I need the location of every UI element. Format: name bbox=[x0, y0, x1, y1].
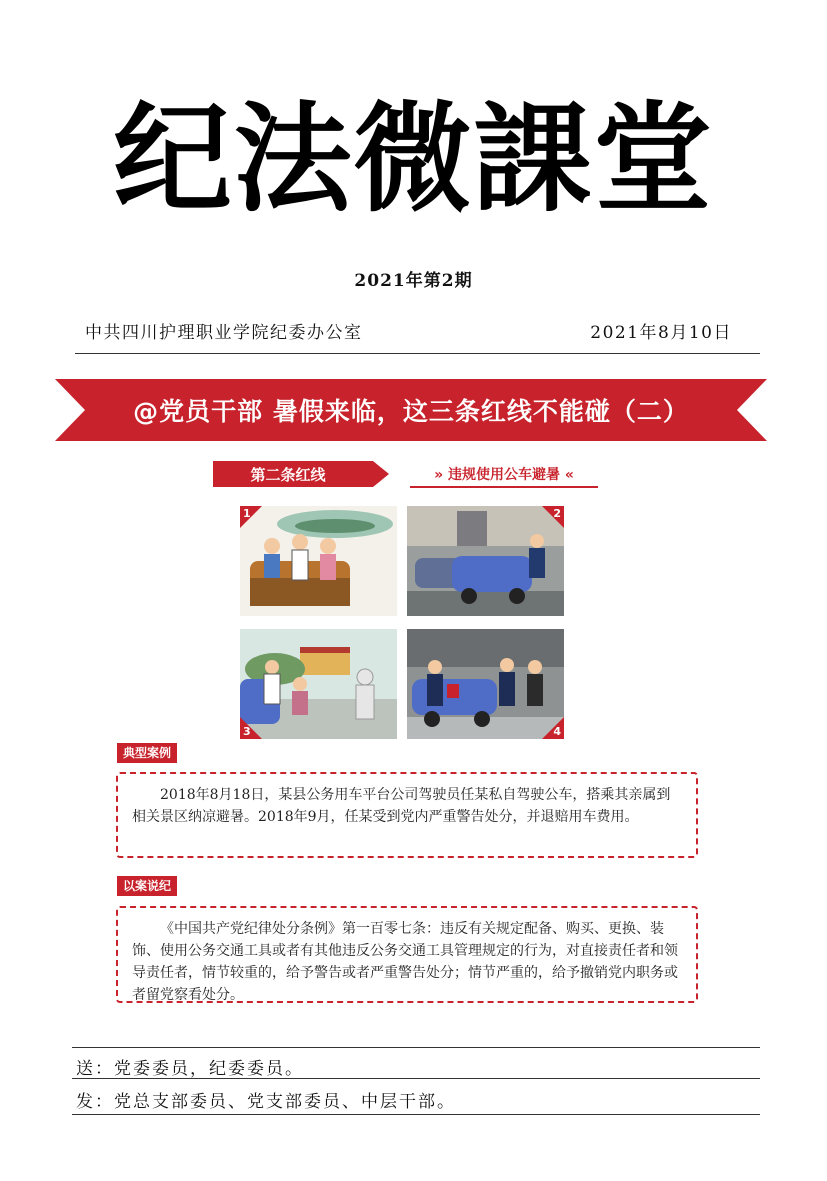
panel-number: 3 bbox=[243, 725, 251, 738]
scenic-spot-illustration bbox=[240, 629, 397, 739]
family-vacation-illustration bbox=[240, 506, 397, 616]
distribute-to-line: 发：党总支部委员、党支部委员、中层干部。 bbox=[76, 1092, 456, 1112]
panel-number: 4 bbox=[553, 725, 561, 738]
discipline-illustration bbox=[407, 629, 564, 739]
footer-divider-bottom bbox=[72, 1114, 760, 1115]
redline-tag bbox=[213, 461, 389, 487]
header-divider bbox=[75, 353, 760, 354]
comic-panel-4 bbox=[407, 629, 564, 739]
case-text: 2018年8月18日，某县公务用车平台公司驾驶员任某私自驾驶公车，搭乘其亲属到相关景区纳凉避暑。2018年9月，任某受到党内严重警告处分，并退赔用车费用。 bbox=[132, 787, 671, 825]
comic-panel-2 bbox=[407, 506, 564, 616]
topic-tag bbox=[410, 462, 598, 488]
masthead-title: 纪法微課堂 bbox=[113, 89, 714, 228]
footer-divider-top bbox=[72, 1047, 760, 1048]
comic-panel-1 bbox=[240, 506, 397, 616]
case-text-box bbox=[116, 772, 698, 858]
meta-line bbox=[75, 318, 760, 342]
headline-banner bbox=[55, 376, 767, 444]
topic-tag-label: » 违规使用公车避暑 « bbox=[434, 467, 574, 483]
footer-divider-middle bbox=[72, 1078, 760, 1079]
case-label: 典型案例 bbox=[117, 743, 177, 763]
issuing-organization: 中共四川护理职业学院纪委办公室 bbox=[85, 323, 363, 343]
panel-number: 2 bbox=[553, 507, 561, 520]
law-text-box bbox=[116, 906, 698, 1003]
law-label: 以案说纪 bbox=[117, 876, 177, 896]
panel-number: 1 bbox=[243, 507, 251, 520]
comic-panel-3 bbox=[240, 629, 397, 739]
law-text: 《中国共产党纪律处分条例》第一百零七条：违反有关规定配备、购买、更换、装饰、使用公务交通工具或者有其他违反公务交通工具管理规定的行为，对直接责任者和领导责任者，情节较重的，给予警告或者严重警告处分；情节严重的，给予撤销党内职务或者留党察看处分。 bbox=[132, 921, 678, 1003]
issue-date: 2021年8月10日 bbox=[590, 323, 732, 343]
driver-with-car-illustration bbox=[407, 506, 564, 616]
send-to-line: 送：党委委员，纪委委员。 bbox=[76, 1059, 304, 1079]
redline-tag-label: 第二条红线 bbox=[250, 466, 326, 484]
headline-title: @党员干部 暑假来临，这三条红线不能碰（二） bbox=[133, 397, 689, 426]
issue-number: 2021年第2期 bbox=[354, 271, 473, 291]
